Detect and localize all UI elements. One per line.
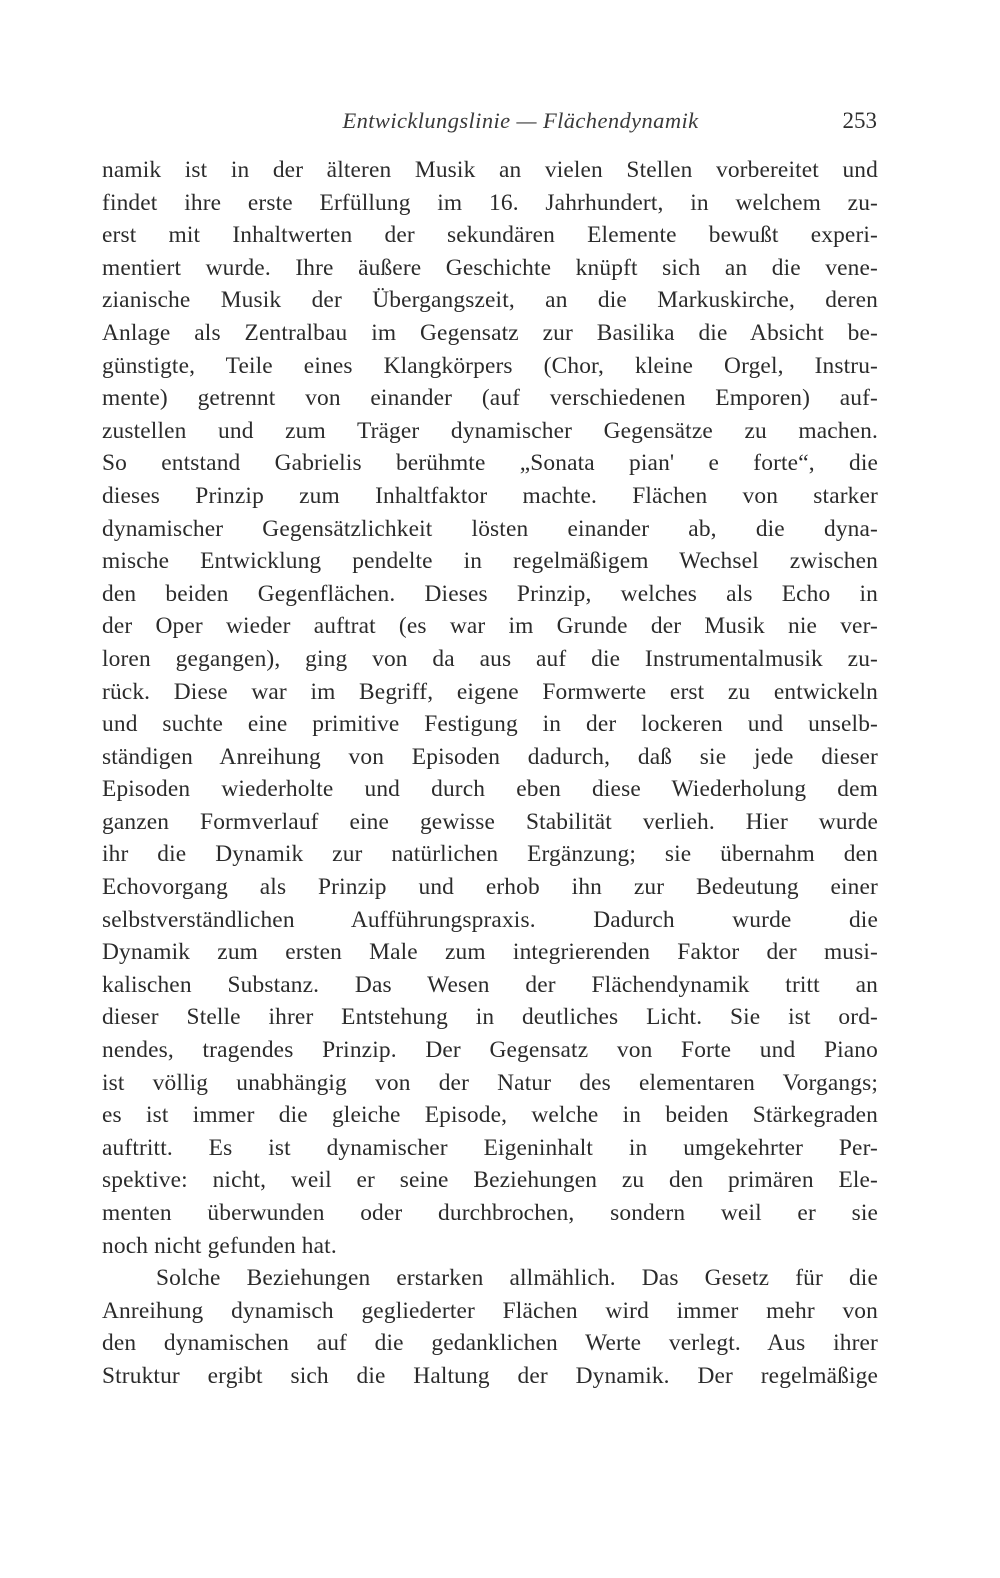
text-line: der Oper wieder auftrat (es war im Grunde der Musik nie ver- — [102, 613, 878, 640]
text-line: ständigen Anreihung von Episoden dadurch, daß sie jede dieser — [102, 743, 878, 770]
text-line: Dynamik zum ersten Male zum integrierenden Faktor der musi- — [102, 939, 878, 966]
text-line: rück. Diese war im Begriff, eigene Formwerte erst zu entwickeln — [102, 678, 878, 705]
text-line: auftritt. Es ist dynamischer Eigeninhalt in umgekehrter Per- — [102, 1134, 878, 1161]
text-line: Anlage als Zentralbau im Gegensatz zur Basilika die Absicht be- — [102, 319, 878, 346]
text-line: mente) getrennt von einander (auf verschiedenen Emporen) auf- — [102, 385, 878, 412]
text-line: loren gegangen), ging von da aus auf die Instrumentalmusik zu- — [102, 645, 878, 672]
text-line: namik ist in der älteren Musik an vielen Stellen vorbereitet und — [102, 157, 878, 183]
text-line: zianische Musik der Übergangszeit, an die Markuskirche, deren — [102, 287, 878, 314]
text-line: selbstverständlichen Aufführungspraxis. Dadurch wurde die — [102, 906, 878, 933]
text-line: Struktur ergibt sich die Haltung der Dynamik. Der regelmäßige — [102, 1362, 878, 1389]
paragraph-end-line: noch nicht gefunden hat. — [102, 1232, 337, 1259]
text-line: findet ihre erste Erfüllung im 16. Jahrhundert, in welchem zu- — [102, 189, 878, 216]
text-line: und suchte eine primitive Festigung in der lockeren und unselb- — [102, 711, 878, 738]
text-line: Anreihung dynamisch gegliederter Flächen wird immer mehr von — [102, 1297, 878, 1324]
text-line: So entstand Gabrielis berühmte „Sonata pian' e forte“, die — [102, 450, 878, 477]
text-line: ihr die Dynamik zur natürlichen Ergänzung; sie übernahm den — [102, 841, 878, 868]
text-line: den beiden Gegenflächen. Dieses Prinzip, welches als Echo in — [102, 580, 878, 607]
text-line: kalischen Substanz. Das Wesen der Flächendynamik tritt an — [102, 971, 878, 998]
text-line: menten überwunden oder durchbrochen, sondern weil er sie — [102, 1200, 878, 1226]
body-text — [102, 154, 878, 1393]
text-line: dynamischer Gegensätzlichkeit lösten einander ab, die dyna- — [102, 515, 878, 542]
text-line: Episoden wiederholte und durch eben diese Wiederholung dem — [102, 776, 878, 803]
text-line: mische Entwicklung pendelte in regelmäßigem Wechsel zwischen — [102, 548, 878, 575]
running-head — [104, 108, 877, 138]
text-line: dieser Stelle ihrer Entstehung in deutliches Licht. Sie ist ord- — [102, 1004, 878, 1031]
text-line: dieses Prinzip zum Inhaltfaktor machte. Flächen von starker — [102, 482, 878, 509]
text-line: Echovorgang als Prinzip und erhob ihn zur Bedeutung einer — [102, 874, 878, 901]
text-line: mentiert wurde. Ihre äußere Geschichte knüpft sich an die vene- — [102, 254, 878, 281]
text-line: ist völlig unabhängig von der Natur des elementaren Vorgangs; — [102, 1069, 878, 1096]
page-number: 253 — [842, 108, 877, 133]
paragraph-start-line: Solche Beziehungen erstarken allmählich. Das Gesetz für die — [156, 1265, 878, 1292]
text-line: ganzen Formverlauf eine gewisse Stabilität verlieh. Hier wurde — [102, 808, 878, 835]
text-line: es ist immer die gleiche Episode, welche in beiden Stärkegraden — [102, 1102, 878, 1129]
text-line: spektive: nicht, weil er seine Beziehungen zu den primären Ele- — [102, 1167, 878, 1194]
text-line: günstigte, Teile eines Klangkörpers (Chor, kleine Orgel, Instru- — [102, 352, 878, 379]
text-line: zustellen und zum Träger dynamischer Gegensätze zu machen. — [102, 417, 878, 444]
text-line: den dynamischen auf die gedanklichen Werte verlegt. Aus ihrer — [102, 1330, 878, 1357]
running-title: Entwicklungslinie — Flächendynamik — [342, 108, 699, 133]
text-line: nendes, tragendes Prinzip. Der Gegensatz von Forte und Piano — [102, 1037, 878, 1064]
text-line: erst mit Inhaltwerten der sekundären Elemente bewußt experi- — [102, 222, 878, 249]
